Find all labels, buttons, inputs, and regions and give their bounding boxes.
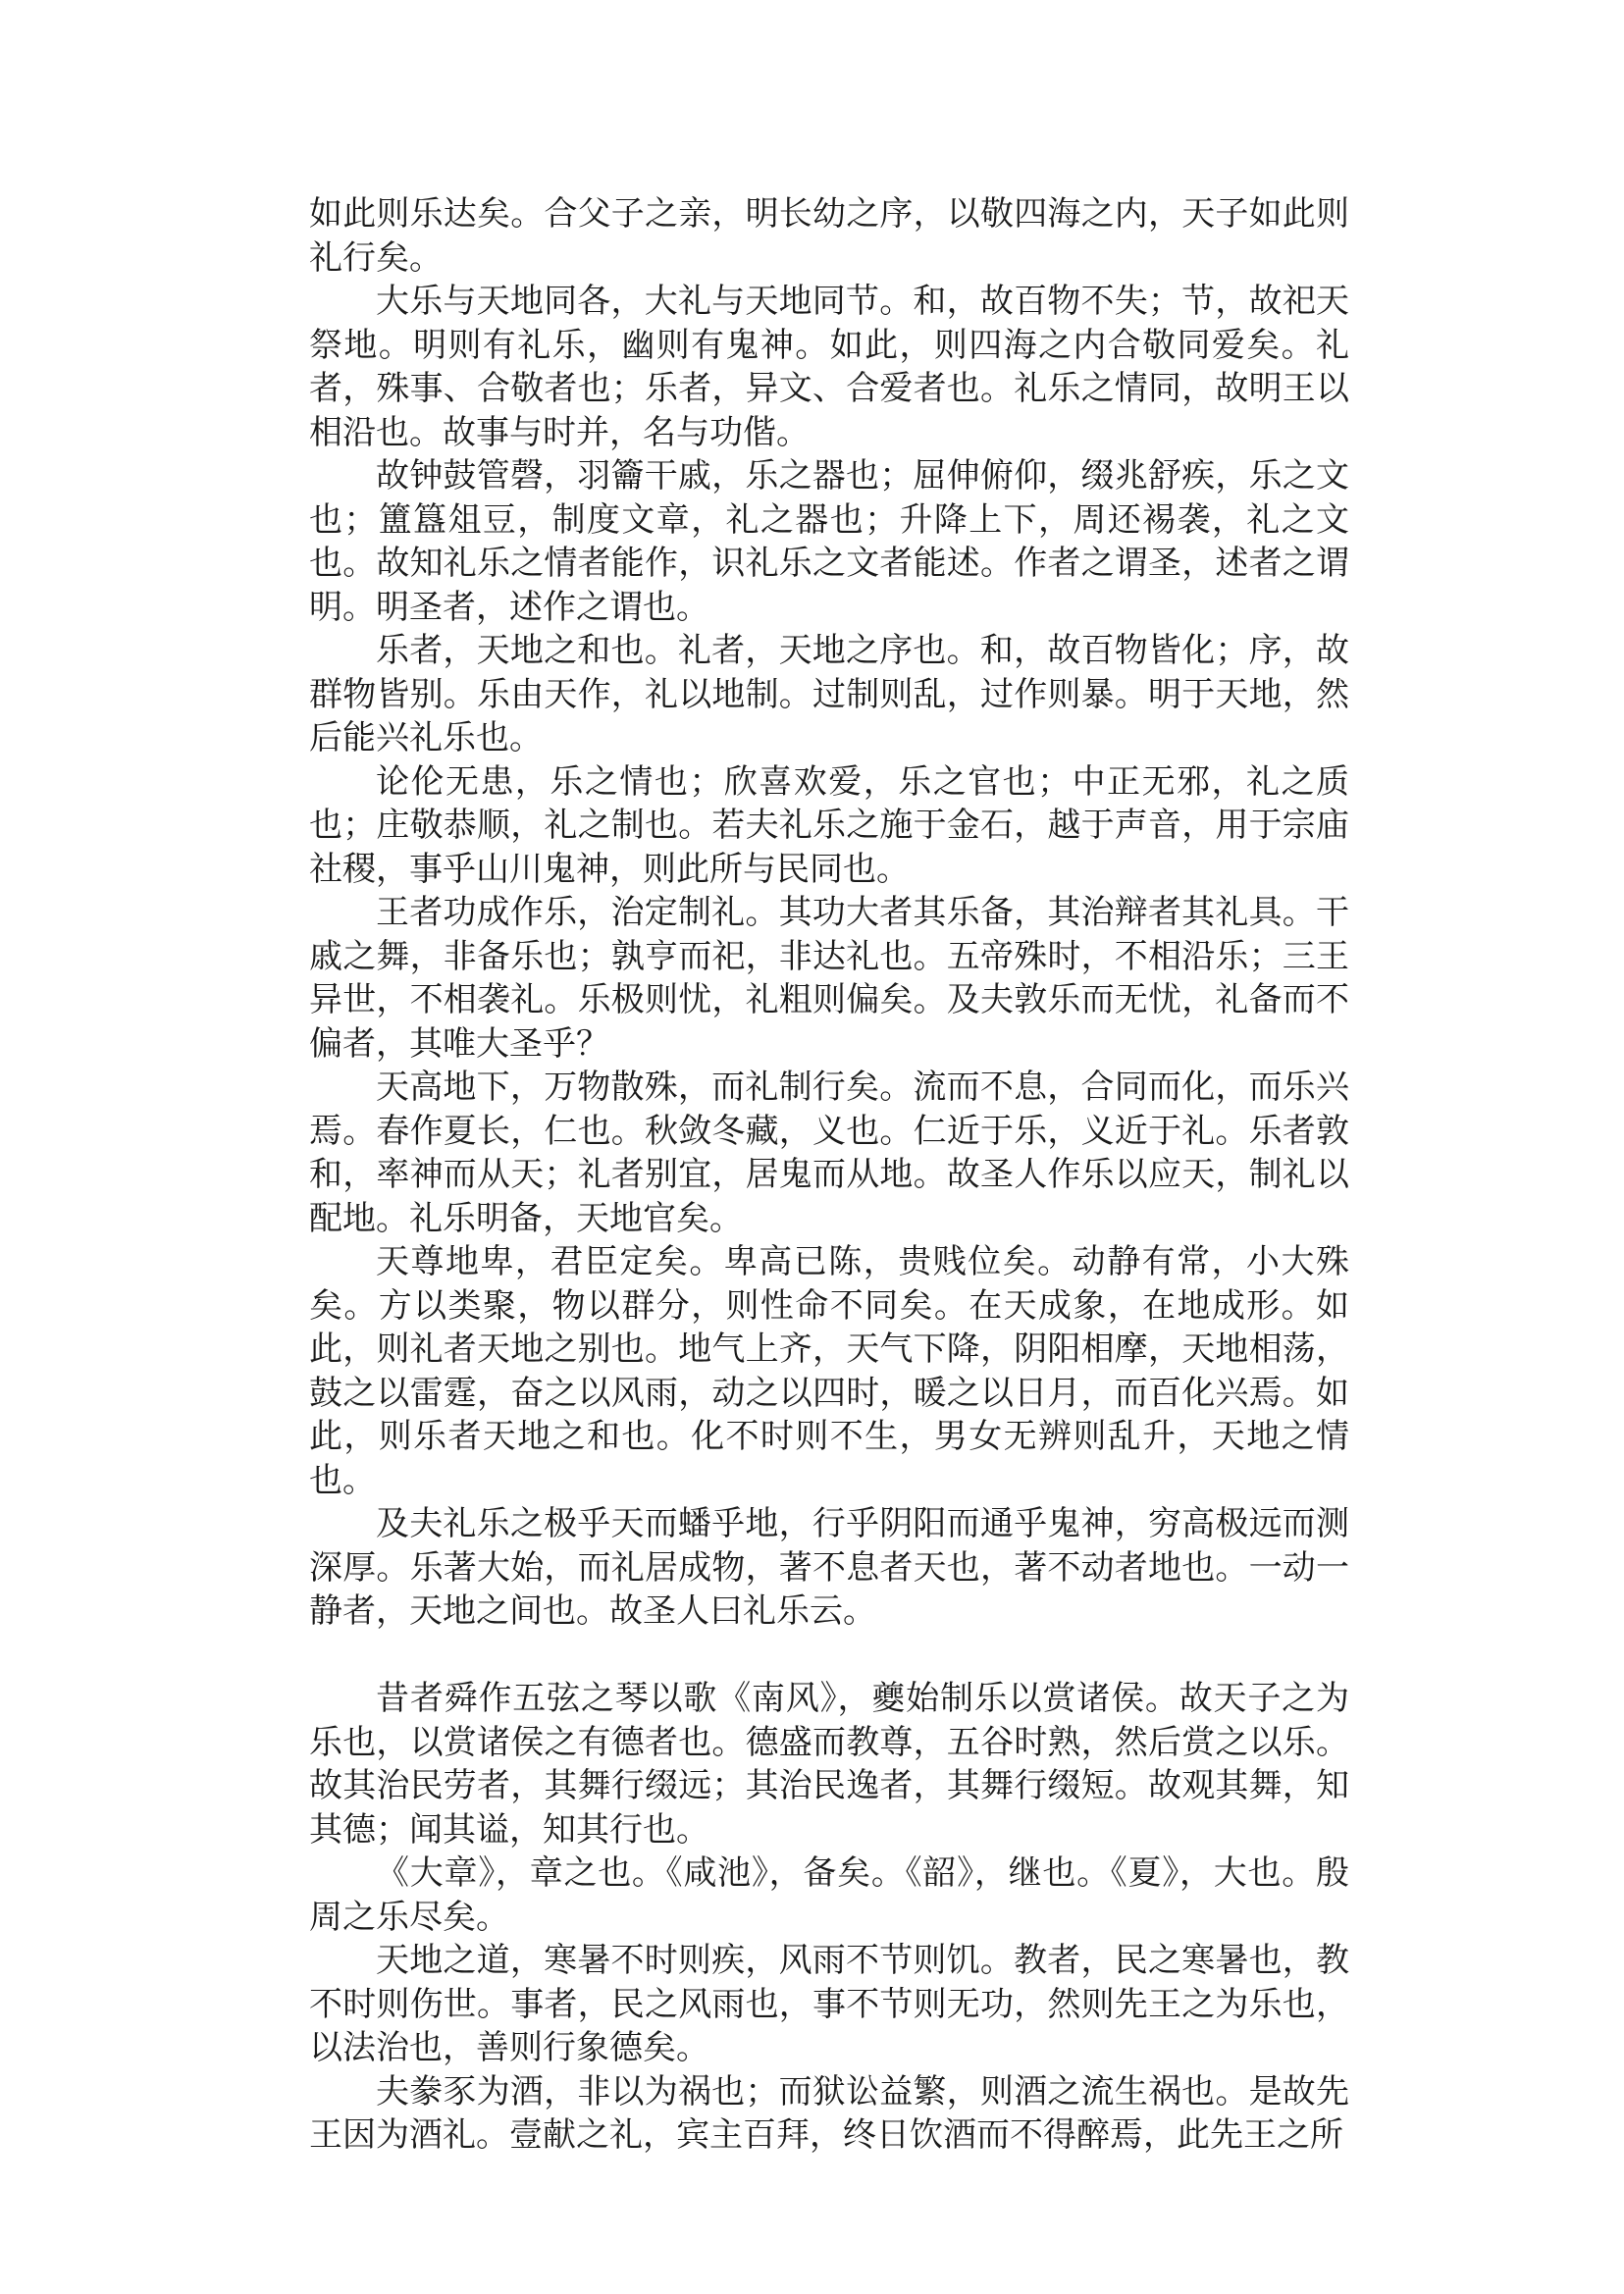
paragraph: 故钟鼓管磬，羽籥干戚，乐之器也；屈伸俯仰，缀兆舒疾，乐之文也；簠簋俎豆，制度文章，礼之器也；升降上下，周还裼袭，礼之文也。故知礼乐之情者能作，识礼乐之文者能述。作者之谓圣，述者之谓明。明圣者，述作之谓也。 xyxy=(309,456,1349,627)
paragraph: 论伦无患，乐之情也；欣喜欢爱，乐之官也；中正无邪，礼之质也；庄敬恭顺，礼之制也。若夫礼乐之施于金石，越于声音，用于宗庙社稷，事乎山川鬼神，则此所与民同也。 xyxy=(309,761,1349,889)
paragraph: 王者功成作乐，治定制礼。其功大者其乐备，其治辩者其礼具。干戚之舞，非备乐也；孰亨而祀，非达礼也。五帝殊时，不相沿乐；三王异世，不相袭礼。乐极则忧，礼粗则偏矣。及夫敦乐而无忧，礼备而不偏者，其唯大圣乎？ xyxy=(309,893,1349,1064)
paragraph: 乐者，天地之和也。礼者，天地之序也。和，故百物皆化；序，故群物皆别。乐由天作，礼以地制。过制则乱，过作则暴。明于天地，然后能兴礼乐也。 xyxy=(309,631,1349,757)
paragraph: 夫豢豕为酒，非以为祸也；而狱讼益繁，则酒之流生祸也。是故先王因为酒礼。壹献之礼，宾主百拜，终日饮酒而不得醉焉，此先王之所 xyxy=(309,2071,1349,2155)
document-body xyxy=(309,192,1349,2158)
paragraph: 及夫礼乐之极乎天而蟠乎地，行乎阴阳而通乎鬼神，穷高极远而测深厚。乐著大始，而礼居成物，著不息者天也，著不动者地也。一动一静者，天地之间也。故圣人曰礼乐云。 xyxy=(309,1504,1349,1631)
paragraph: 天地之道，寒暑不时则疾，风雨不节则饥。教者，民之寒暑也，教不时则伤世。事者，民之风雨也，事不节则无功，然则先王之为乐也，以法治也，善则行象德矣。 xyxy=(309,1941,1349,2067)
paragraph: 大乐与天地同各，大礼与天地同节。和，故百物不失；节，故祀天祭地。明则有礼乐，幽则有鬼神。如此，则四海之内合敬同爱矣。礼者，殊事、合敬者也；乐者，异文、合爱者也。礼乐之情同，故明王以相沿也。故事与时并，名与功偕。 xyxy=(309,282,1349,452)
paragraph: 《大章》，章之也。《咸池》，备矣。《韶》，继也。《夏》，大也。殷周之乐尽矣。 xyxy=(309,1853,1349,1937)
paragraph: 天尊地卑，君臣定矣。卑高已陈，贵贱位矣。动静有常，小大殊矣。方以类聚，物以群分，则性命不同矣。在天成象，在地成形。如此，则礼者天地之别也。地气上齐，天气下降，阴阳相摩，天地相荡，鼓之以雷霆，奋之以风雨，动之以四时，暖之以日月，而百化兴焉。如此，则乐者天地之和也。化不时则不生，男女无辨则乱升，天地之情也。 xyxy=(309,1242,1349,1500)
paragraph: 昔者舜作五弦之琴以歌《南风》，夔始制乐以赏诸侯。故天子之为乐也，以赏诸侯之有德者也。德盛而教尊，五谷时熟，然后赏之以乐。故其治民劳者，其舞行缀远；其治民逸者，其舞行缀短。故观其舞，知其德；闻其谥，知其行也。 xyxy=(309,1679,1349,1850)
paragraph: 天高地下，万物散殊，而礼制行矣。流而不息，合同而化，而乐兴焉。春作夏长，仁也。秋敛冬藏，义也。仁近于乐，义近于礼。乐者敦和，率神而从天；礼者别宜，居鬼而从地。故圣人作乐以应天，制礼以配地。礼乐明备，天地官矣。 xyxy=(309,1068,1349,1238)
paragraph: 如此则乐达矣。合父子之亲，明长幼之序，以敬四海之内，天子如此则礼行矣。 xyxy=(309,194,1349,278)
